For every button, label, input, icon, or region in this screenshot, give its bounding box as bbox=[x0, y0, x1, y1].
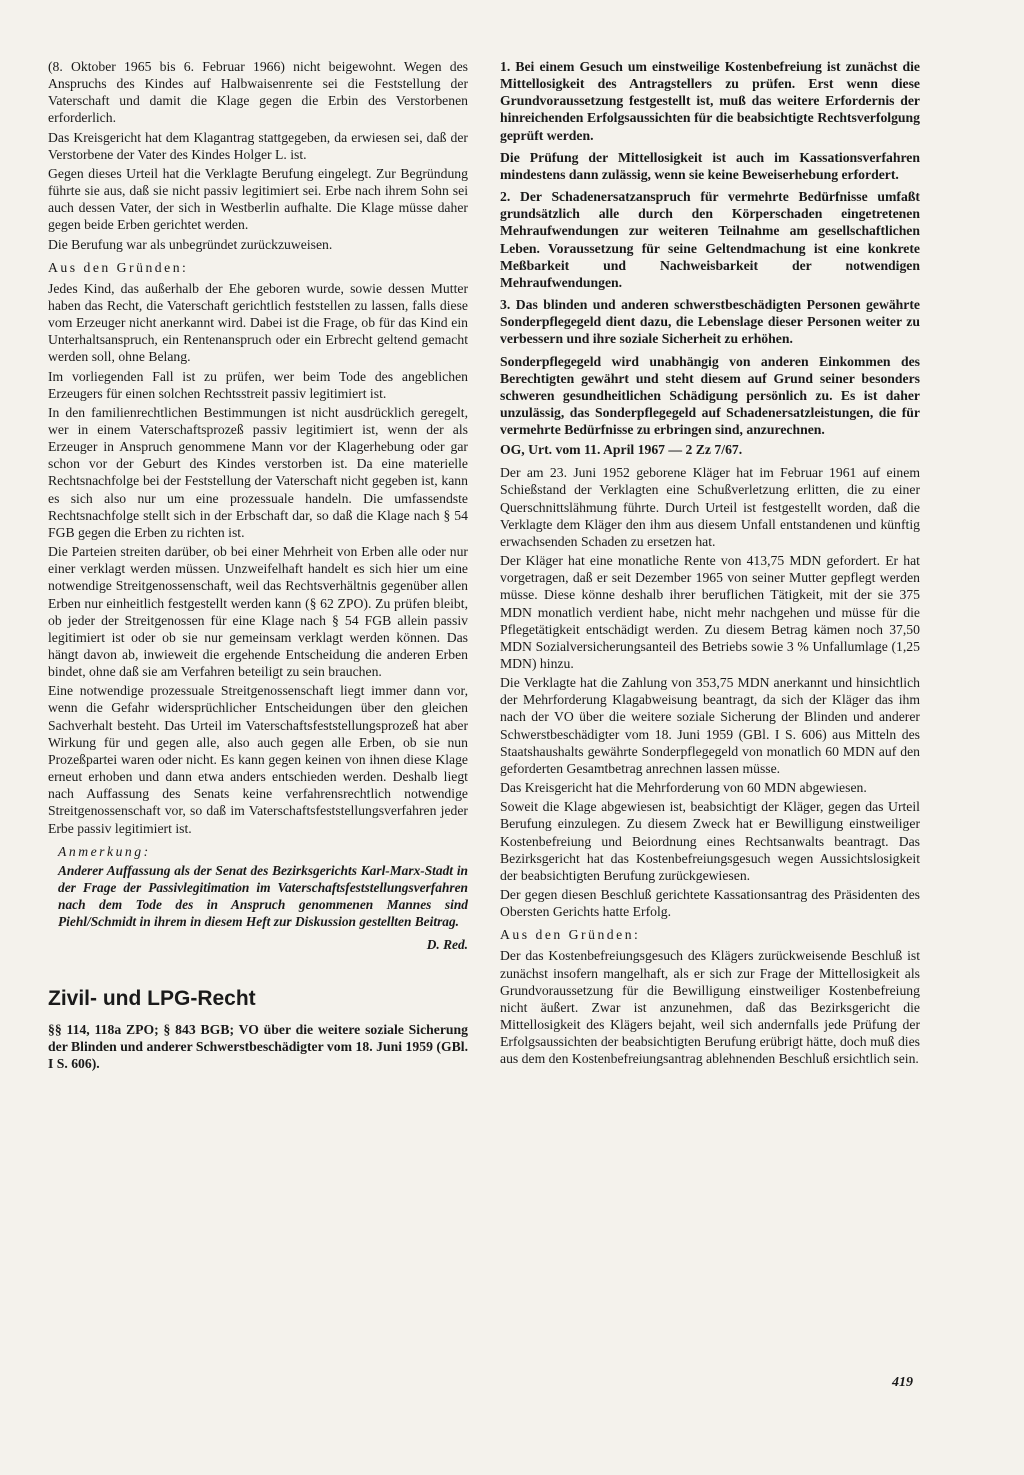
court-citation: OG, Urt. vom 11. April 1967 — 2 Zz 7/67. bbox=[500, 442, 743, 458]
paragraph: Der gegen diesen Beschluß gerichtete Kassationsantrag des Präsidenten des Obersten Gerichts hatte Erfolg. bbox=[500, 887, 920, 920]
paragraph: Im vorliegenden Fall ist zu prüfen, wer beim Tode des angeblichen Erzeugers für einen solchen Rechtsstreit passiv legitimiert ist. bbox=[48, 368, 468, 401]
headnote: 2. Der Schadenersatzanspruch für vermehrte Bedürfnisse umfaßt grundsätzlich alle durch den Körperschaden eingetretenen Mehraufwendungen zur weiteren Teilnahme am gesellschaftlichen Leben. Voraussetzung für seine Geltendmachung ist eine konkrete Meßbarkeit und Nachweisbarkeit der notwendigen Mehraufwendungen. bbox=[500, 189, 920, 290]
note-heading: Anmerkung: bbox=[58, 843, 151, 859]
paragraph: Die Verklagte hat die Zahlung von 353,75 MDN anerkannt und hinsichtlich der Mehrforderung Klagabweisung beantragt, da sich der Kläger das ihm nach der VO über die weitere soziale Sicherung der Blinden und anderer Schwerstbeschädigter vom 18. Juni 1959 (GBl. I S. 606) aus Mitteln des Staatshaushalts gewährte Sonderpflegegeld von monatlich 60 MDN auf den geforderten Gesamtbetrag anrechnen lassen müsse. bbox=[500, 675, 920, 776]
paragraph: Das Kreisgericht hat dem Klagantrag stattgegeben, da erwiesen sei, daß der Verstorbene der Vater des Kindes Holger L. ist. bbox=[48, 129, 468, 162]
paragraph: Der Kläger hat eine monatliche Rente von 413,75 MDN gefordert. Er hat vorgetragen, daß er seit Dezember 1965 von seiner Mutter gepflegt werden müsse. Diese könne deshalb ihrer beruflichen Tätigkeit, mit der sie 375 MDN monatlich verdient habe, nicht mehr nachgehen und müsse für die Pflegetätigkeit entschädigt werden. Zu diesem Betrag kämen noch 37,50 MDN Sozialversicherungsanteil des Betriebs sowie 3 % Unfallumlage (1,25 MDN) hinzu. bbox=[500, 553, 920, 671]
paragraph: Der am 23. Juni 1952 geborene Kläger hat im Februar 1961 auf einem Schießstand der Verklagten eine Schußverletzung erlitten, die zu einer Querschnittslähmung führte. Durch Urteil ist festgestellt worden, daß die Verklagte dem Kläger den ihm aus diesem Unfall entstandenen und künftig erwachsenden Schaden zu ersetzen hat. bbox=[500, 465, 920, 549]
paragraph: Das Kreisgericht hat die Mehrforderung von 60 MDN abgewiesen. bbox=[500, 780, 867, 796]
editor-signature: D. Red. bbox=[426, 936, 468, 952]
paragraph: (8. Oktober 1965 bis 6. Februar 1966) nicht beigewohnt. Wegen des Anspruchs des Kindes auf Halbwaisenrente sei die Feststellung der Vaterschaft und damit die Klage gegen die Erbin des Verstorbenen erforderlich. bbox=[48, 59, 468, 126]
paragraph: Soweit die Klage abgewiesen ist, beabsichtigt der Kläger, gegen das Urteil Berufung einzulegen. Zu diesem Zweck hat er Bewilligung einstweiliger Kostenbefreiung und Beiordnung eines Rechtsanwalts beantragt. Das Bezirksgericht hat das Kostenbefreiungsgesuch wegen Aussichtslosigkeit der beabsichtigten Berufung zurückgewiesen. bbox=[500, 799, 920, 883]
left-column bbox=[48, 58, 468, 1074]
section-title: Zivil- und LPG-Recht bbox=[48, 986, 256, 1010]
headnote: 1. Bei einem Gesuch um einstweilige Kostenbefreiung ist zunächst die Mittellosigkeit des Antragstellers zu prüfen. Erst wenn diese Grundvoraussetzung festgestellt ist, muß das weitere Erfordernis der hinreichenden Erfolgsaussichten für die beabsichtigte Rechtsverfolgung geprüft werden. bbox=[500, 59, 920, 143]
headnote: Die Prüfung der Mittellosigkeit ist auch im Kassationsverfahren mindestens dann zulässig, wenn sie keine Beweiserhebung erfordert. bbox=[500, 149, 920, 182]
paragraph: Der das Kostenbefreiungsgesuch des Klägers zurückweisende Beschluß ist zunächst insofern mangelhaft, als er sich zur Frage der Mittellosigkeit als Grundvoraussetzung für die Bewilligung einstweiliger Kostenbefreiung nicht äußert. Zwar ist anzunehmen, daß das Bezirksgericht die Mittellosigkeit des Klägers bejaht, weil sich andernfalls jede Prüfung der Erfolgsaussichten der beabsichtigten Berufung erübrigt hätte, doch muß dies aus dem den Kostenbefreiungsantrag ablehnenden Beschluß ersichtlich sein. bbox=[500, 948, 920, 1067]
reasons-heading: Aus den Gründen: bbox=[48, 259, 189, 275]
headnotes bbox=[500, 58, 920, 438]
statute-reference: §§ 114, 118a ZPO; § 843 BGB; VO über die weitere soziale Sicherung der Blinden und anderer Schwerstbeschädigter vom 18. Juni 1959 (GBl. I S. 606). bbox=[48, 1021, 468, 1071]
paragraph: Die Berufung war als unbegründet zurückzuweisen. bbox=[48, 236, 333, 252]
right-column bbox=[500, 58, 920, 1069]
paragraph: In den familienrechtlichen Bestimmungen ist nicht ausdrücklich geregelt, wer in einem Vaterschaftsprozeß passiv legitimiert ist, wenn der als Erzeuger in Anspruch genommene Mann vor der Klagerhebung oder gar schon vor der Geburt des Kindes verstorben ist. Da eine materielle Rechtsnachfolge bei der Feststellung der Vaterschaft nicht gegeben ist, kann es sich also nur um eine prozessuale handeln. Die umfassendste Rechtsnachfolge stellt sich in der Erbschaft dar, so daß die Klage nach § 54 FGB gegen die Erben zu richten ist. bbox=[48, 404, 468, 540]
page-number: 419 bbox=[892, 1375, 913, 1390]
paragraph: Gegen dieses Urteil hat die Verklagte Berufung eingelegt. Zur Begründung führte sie aus, daß sie nicht passiv legitimiert sei. Erbe nach ihrem Sohn sei auch dessen Vater, der sich in Westberlin aufhalte. Die Klage müsse daher gegen beide Erben gerichtet werden. bbox=[48, 165, 468, 233]
note-text: Anderer Auffassung als der Senat des Bezirksgerichts Karl-Marx-Stadt in der Frage der Passivlegitimation im Vaterschaftsfeststellungsverfahren nach dem Tode des in Anspruch genommenen Mannes sind Piehl/Schmidt in ihrem in diesem Heft zur Diskussion gestellten Beitrag. bbox=[58, 862, 468, 930]
headnote: 3. Das blinden und anderen schwerstbeschädigten Personen gewährte Sonderpflegegeld dient dazu, die Lebenslage dieser Personen weiter zu verbessern und ihre soziale Sicherheit zu erhöhen. bbox=[500, 297, 920, 347]
paragraph: Eine notwendige prozessuale Streitgenossenschaft liegt immer dann vor, wenn die Gefahr widersprüchlicher Entscheidungen über den gleichen Sachverhalt besteht. Das Urteil im Vaterschaftsfeststellungsprozeß hat aber Wirkung für und gegen alle, also auch gegen alle Erben, ob sie nun Prozeßpartei waren oder nicht. Es kann gegen keinen von ihnen diese Klage erneut erhoben und dann etwa anders entschieden werden. Deshalb liegt nach Auffassung des Senats keine verfahrensrechtlich notwendige Streitgenossenschaft vor, so daß im Vaterschaftsfeststellungsverfahren jeder Erbe passiv legitimiert ist. bbox=[48, 683, 468, 836]
paragraph: Die Parteien streiten darüber, ob bei einer Mehrheit von Erben alle oder nur einer verklagt werden müssen. Unzweifelhaft handelt es sich hier um eine notwendige Streitgenossenschaft, weil das Rechtsverhältnis gegenüber allen Erben nur einheitlich festgestellt werden kann (§ 62 ZPO). Zu prüfen bleibt, ob jeder der Streitgenossen für eine Klage nach § 54 FGB allein passiv legitimiert ist oder ob sie nur gemeinsam verklagt werden können. Das hängt davon ab, inwieweit die ergehende Entscheidung die anderen Erben bindet, ohne daß sie am Verfahren beteiligt zu sein brauchen. bbox=[48, 544, 468, 680]
reasons-heading: Aus den Gründen: bbox=[500, 927, 641, 943]
headnote: Sonderpflegegeld wird unabhängig von anderen Einkommen des Berechtigten gewährt und steht diesem auf Grund seiner besonders schweren gesundheitlichen Schädigung persönlich zu. Es ist daher unzulässig, das Sonderpflegegeld auf Schadenersatzleistungen, die für vermehrte Bedürfnisse zu erbringen sind, anzurechnen. bbox=[500, 353, 920, 438]
paragraph: Jedes Kind, das außerhalb der Ehe geboren wurde, sowie dessen Mutter haben das Recht, die Vaterschaft gerichtlich feststellen zu lassen, falls diese vom Erzeuger nicht anerkannt wird. Dabei ist die Frage, ob für das Kind ein Unterhaltsanspruch, ein Rentenanspruch oder ein Erbrecht geltend gemacht werden soll, ohne Belang. bbox=[48, 280, 468, 365]
